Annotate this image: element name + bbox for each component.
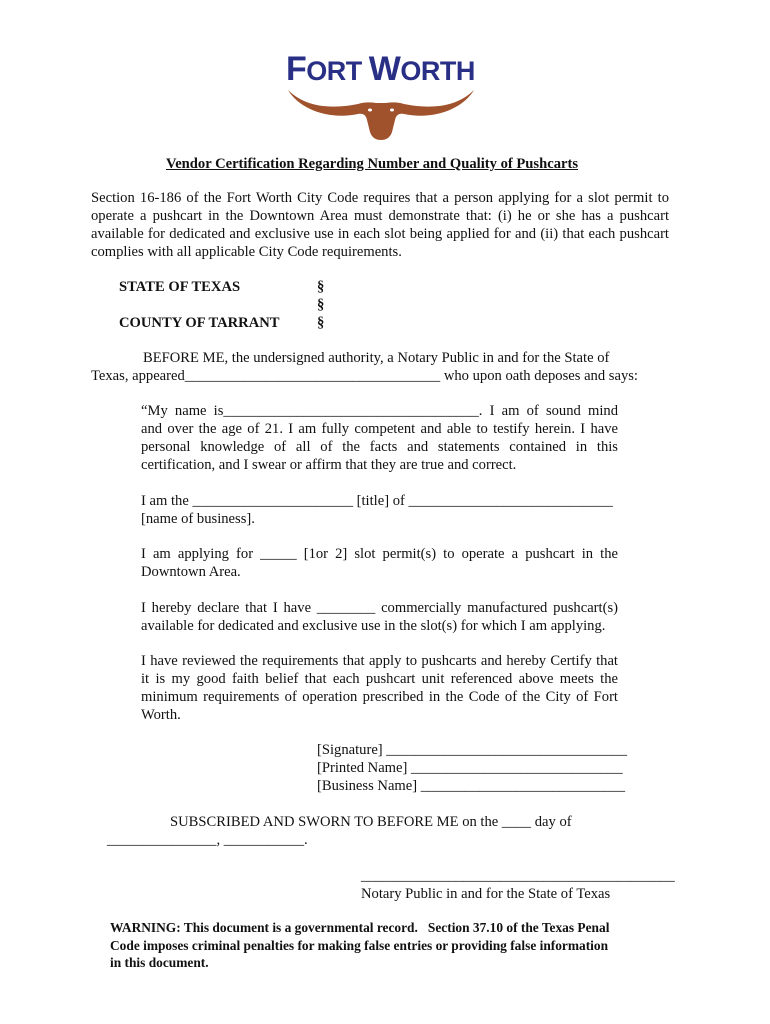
iam-paragraph [141, 492, 618, 528]
warning-line: WARNING: This document is a governmental record. Section 37.10 of the Texas Penal [110, 920, 610, 935]
statement-line: personal knowledge of all of the facts and statements contained in this [141, 439, 618, 455]
statement-line: “My name is___________________________________. I am of sound mind [141, 403, 618, 419]
statement-line: and over the age of 21. I am fully competent and able to testify herein. I have [141, 421, 618, 437]
intro-line: complies with all applicable City Code requirements. [91, 244, 402, 260]
warning-line: in this document. [110, 955, 209, 970]
fort-worth-logo [286, 52, 476, 142]
declare-paragraph [141, 599, 618, 635]
reviewed-line: Worth. [141, 707, 181, 723]
longhorn-steer-icon [286, 84, 476, 142]
logo-f: F [286, 50, 307, 88]
section-symbol: § [317, 315, 325, 331]
applying-paragraph [141, 545, 618, 581]
iam-line: I am the ______________________ [title] of ____________________________ [141, 493, 613, 509]
intro-line: available for dedicated and exclusive use in each slot being applied for and (ii) that each pushcart [91, 226, 669, 242]
sworn-line: SUBSCRIBED AND SWORN TO BEFORE ME on the ____ day of [170, 814, 572, 830]
reviewed-paragraph [141, 652, 618, 724]
reviewed-line: I have reviewed the requirements that apply to pushcarts and hereby Certify that [141, 653, 618, 669]
warning-line: Code imposes criminal penalties for making false entries or providing false information [110, 937, 609, 953]
iam-line: [name of business]. [141, 511, 255, 527]
notary-label: Notary Public in and for the State of Texas [361, 886, 611, 902]
applying-line: Downtown Area. [141, 564, 241, 580]
section-symbol: § [317, 279, 325, 295]
intro-paragraph [91, 189, 669, 261]
applying-line: I am applying for _____ [1or 2] slot permit(s) to operate a pushcart in the [141, 546, 618, 562]
declare-line: I hereby declare that I have ________ commercially manufactured pushcart(s) [141, 600, 618, 616]
statement-line: certification, and I swear or affirm that they are true and correct. [141, 457, 517, 473]
intro-line: operate a pushcart in the Downtown Area must demonstrate that: (i) he or she has a pushcart [91, 208, 669, 224]
logo-wordmark [286, 52, 475, 86]
before-me-line: Texas, appeared___________________________________ who upon oath deposes and says: [91, 368, 638, 384]
reviewed-line: minimum requirements of operation prescribed in the Code of the City of Fort [141, 689, 618, 705]
statement-paragraph [141, 402, 618, 474]
logo-w: W [368, 50, 401, 88]
warning-notice [110, 919, 609, 972]
notary-signature-line[interactable]: ___________________________________________ [361, 868, 675, 884]
venue-state: STATE OF TEXAS [119, 279, 241, 295]
reviewed-line: it is my good faith belief that each pushcart unit referenced above meets the [141, 671, 618, 687]
venue-county: COUNTY OF TARRANT [119, 315, 280, 331]
business-name-field[interactable]: [Business Name] ____________________________ [317, 778, 626, 794]
section-symbol: § [317, 297, 325, 313]
page-title: Vendor Certification Regarding Number and Quality of Pushcarts [166, 156, 579, 172]
logo-orth: ORTH [400, 56, 475, 86]
intro-line: Section 16-186 of the Fort Worth City Code requires that a person applying for a slot permit to [91, 190, 669, 206]
sworn-date-line[interactable]: _______________, ___________. [107, 832, 308, 848]
signature-field[interactable]: [Signature] _________________________________ [317, 742, 628, 758]
logo-ort: ORT [306, 56, 362, 86]
printed-name-field[interactable]: [Printed Name] _____________________________ [317, 760, 623, 776]
before-me-line: BEFORE ME, the undersigned authority, a Notary Public in and for the State of [143, 350, 610, 366]
declare-line: available for dedicated and exclusive use in the slot(s) for which I am applying. [141, 618, 606, 634]
